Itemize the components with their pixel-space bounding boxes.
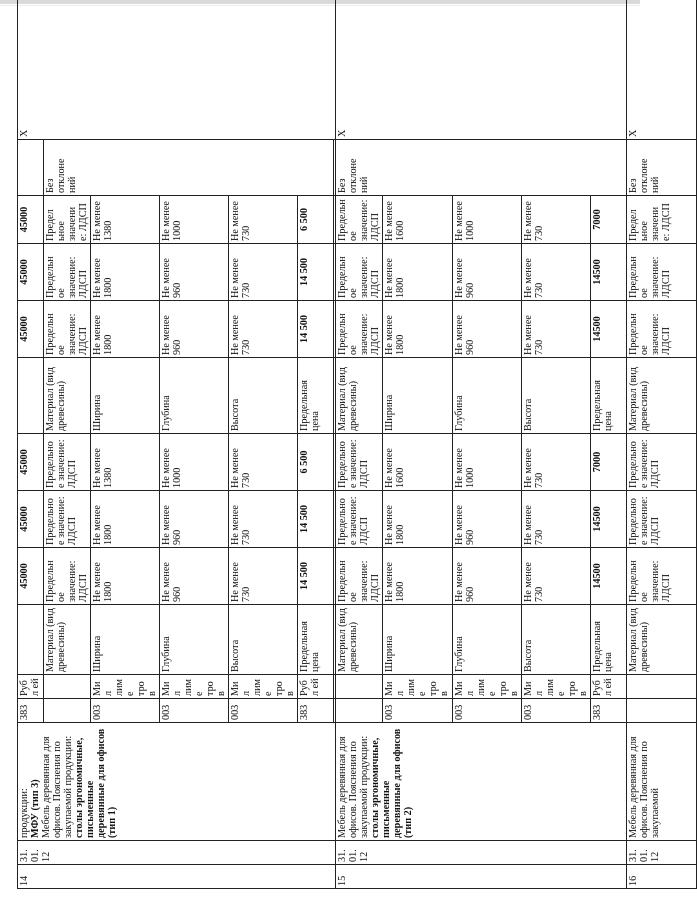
value-cell: Предельн ое значение: ЛДСП — [336, 301, 383, 358]
deviation-cell: Без отклоне ний — [626, 140, 696, 196]
characteristic — [18, 358, 44, 434]
unit-name: Мил лиме тров — [91, 675, 160, 699]
value-cell: Не менее 730 — [229, 301, 298, 358]
characteristic: Материал (вид древесины) — [44, 605, 91, 675]
price-cell: 14 500 — [298, 244, 334, 301]
product-name: Мебель деревянная для офисов. Пояснения по закупаемой продукции: столы эргономичные, письменные деревянные для офисов (тип 2) — [336, 723, 626, 841]
unit-code — [626, 699, 696, 723]
value-cell: Не менее 960 — [160, 244, 229, 301]
value-cell: Не менее 960 — [160, 301, 229, 358]
value-cell: Не менее 960 — [452, 548, 521, 605]
table-row — [626, 0, 696, 889]
okpd-code: 31. 01. 12 — [626, 841, 696, 865]
value-cell: Не менее 730 — [521, 434, 590, 491]
value-cell: Не менее 730 — [229, 434, 298, 491]
value-cell: Не менее 1800 — [91, 301, 160, 358]
price-cell: 14500 — [590, 301, 626, 358]
value-cell: Не менее 1800 — [91, 244, 160, 301]
unit-name: Мил лиме тров — [383, 675, 452, 699]
value-cell: Не менее 1380 — [91, 196, 160, 244]
value-cell: Не менее 730 — [229, 548, 298, 605]
value-cell: Предел ьное значени е: ЛДСП — [44, 196, 91, 244]
value-cell: Не менее 960 — [452, 244, 521, 301]
value-cell: Не менее 730 — [229, 244, 298, 301]
value-cell: 45000 — [18, 244, 44, 301]
characteristic: Материал (вид древесины) — [626, 605, 696, 675]
characteristic: Глубина — [452, 358, 521, 434]
characteristic: Предельная цена — [590, 358, 626, 434]
characteristic: Ширина — [383, 358, 452, 434]
deviation-cell: Без отклоне ний — [336, 140, 626, 196]
unit-name: Рубл ей — [18, 675, 44, 699]
unit-code — [336, 699, 383, 723]
value-cell: 45000 — [18, 196, 44, 244]
price-cell: 14 500 — [298, 301, 334, 358]
unit-code: 003 — [452, 699, 521, 723]
characteristic: Ширина — [91, 605, 160, 675]
value-cell: 45000 — [18, 434, 44, 491]
unit-code: 003 — [521, 699, 590, 723]
value-cell: Не менее 960 — [160, 491, 229, 548]
unit-code — [44, 699, 91, 723]
price-cell: 14500 — [590, 548, 626, 605]
row-number: 15 — [336, 865, 626, 889]
characteristic: Высота — [229, 358, 298, 434]
unit-name: Мил лиме тров — [452, 675, 521, 699]
value-cell: Не менее 1800 — [91, 548, 160, 605]
value-cell: Не менее 1380 — [91, 434, 160, 491]
unit-name: Мил лиме тров — [521, 675, 590, 699]
unit-code: 383 — [18, 699, 44, 723]
value-cell: 45000 — [18, 301, 44, 358]
unit-name — [626, 675, 696, 699]
characteristic: Глубина — [452, 605, 521, 675]
value-cell: Не менее 1600 — [383, 434, 452, 491]
value-cell: Не менее 730 — [521, 491, 590, 548]
deviation-cell — [18, 140, 44, 196]
price-cell: 7000 — [590, 434, 626, 491]
value-cell: Предельн ое значение: ЛДСП — [626, 301, 696, 358]
value-cell: Не менее 730 — [521, 548, 590, 605]
characteristic — [18, 605, 44, 675]
mark-cell: X — [336, 0, 626, 140]
row-number: 14 — [18, 865, 336, 889]
value-cell: Предельно е значение: ЛДСП — [626, 491, 696, 548]
value-cell: Не менее 730 — [229, 196, 298, 244]
characteristic: Материал (вид древесины) — [44, 358, 91, 434]
value-cell: Не менее 1000 — [452, 196, 521, 244]
value-cell: Не менее 1800 — [383, 491, 452, 548]
characteristic: Высота — [229, 605, 298, 675]
price-cell: 6 500 — [298, 434, 334, 491]
value-cell: Предел ьное значени е: ЛДСП — [626, 196, 696, 244]
value-cell: Не менее 1000 — [160, 434, 229, 491]
value-cell: Не менее 1000 — [160, 196, 229, 244]
value-cell: Не менее 1600 — [383, 196, 452, 244]
specification-table — [17, 0, 697, 889]
unit-name: Рубл ей — [590, 675, 626, 699]
characteristic: Материал (вид древесины) — [336, 605, 383, 675]
value-cell: Предельн ое значение: ЛДСП — [44, 301, 91, 358]
value-cell: 45000 — [18, 491, 44, 548]
unit-code: 003 — [160, 699, 229, 723]
price-cell: 14500 — [590, 491, 626, 548]
value-cell: Предельно е значение: ЛДСП — [44, 491, 91, 548]
unit-name: Мил лиме тров — [229, 675, 298, 699]
product-name: продукции: МФУ (тип 3) Мебель деревянная для офисов. Пояснения по закупаемой продукции: столы эргономичные, письменные деревянные для офисов (тип 1) — [18, 723, 336, 841]
unit-code: 383 — [298, 699, 334, 723]
characteristic: Материал (вид древесины) — [336, 358, 383, 434]
value-cell: Не менее 1800 — [91, 491, 160, 548]
value-cell: Предельн ое значение: ЛДСП — [336, 196, 383, 244]
value-cell: Предельн ое значение: ЛДСП — [626, 244, 696, 301]
characteristic: Глубина — [160, 605, 229, 675]
value-cell: Не менее 730 — [521, 244, 590, 301]
price-cell: 7000 — [590, 196, 626, 244]
value-cell: Предельн ое значение: ЛДСП — [44, 548, 91, 605]
price-cell: 14500 — [590, 244, 626, 301]
characteristic: Ширина — [91, 358, 160, 434]
product-name: Мебель деревянная для офисов. Пояснения по закупаемой — [626, 723, 696, 841]
unit-code: 003 — [91, 699, 160, 723]
value-cell: Не менее 1800 — [383, 548, 452, 605]
value-cell: Предельно е значение: ЛДСП — [626, 434, 696, 491]
characteristic: Предельная цена — [298, 358, 334, 434]
value-cell: Не менее 730 — [521, 196, 590, 244]
value-cell: Предельно е значение: ЛДСП — [336, 434, 383, 491]
rotated-table-wrapper — [17, 32, 672, 889]
unit-name — [44, 675, 91, 699]
price-cell: 14 500 — [298, 491, 334, 548]
deviation-cell: Без отклоне ний — [44, 140, 334, 196]
characteristic: Материал (вид древесины) — [626, 358, 696, 434]
value-cell: Предельн ое значение: ЛДСП — [336, 548, 383, 605]
value-cell: Предельн ое значение: ЛДСП — [626, 548, 696, 605]
characteristic: Глубина — [160, 358, 229, 434]
unit-name: Мил лиме тров — [160, 675, 229, 699]
value-cell: Не менее 1800 — [383, 244, 452, 301]
value-cell: Предельн ое значение: ЛДСП — [44, 244, 91, 301]
value-cell: Предельно е значение: ЛДСП — [44, 434, 91, 491]
unit-code: 003 — [229, 699, 298, 723]
table-row — [336, 0, 383, 889]
value-cell: Не менее 730 — [521, 301, 590, 358]
okpd-code: 31. 01. 12 — [18, 841, 336, 865]
value-cell: Не менее 1800 — [383, 301, 452, 358]
value-cell: Не менее 960 — [452, 301, 521, 358]
characteristic: Высота — [521, 358, 590, 434]
mark-cell: X — [18, 0, 336, 140]
characteristic: Предельная цена — [590, 605, 626, 675]
okpd-code: 31. 01. 12 — [336, 841, 626, 865]
value-cell: 45000 — [18, 548, 44, 605]
value-cell: Предельн ое значение: ЛДСП — [336, 244, 383, 301]
price-cell: 6 500 — [298, 196, 334, 244]
value-cell: Не менее 960 — [452, 491, 521, 548]
characteristic: Предельная цена — [298, 605, 334, 675]
value-cell: Не менее 730 — [229, 491, 298, 548]
value-cell: Не менее 1000 — [452, 434, 521, 491]
table-row — [18, 0, 44, 889]
document-page — [17, 32, 672, 889]
unit-code: 383 — [590, 699, 626, 723]
unit-code: 003 — [383, 699, 452, 723]
value-cell: Не менее 960 — [160, 548, 229, 605]
characteristic: Высота — [521, 605, 590, 675]
row-number: 16 — [626, 865, 696, 889]
mark-cell: X — [626, 0, 696, 140]
unit-name: Рубл ей — [298, 675, 334, 699]
price-cell: 14 500 — [298, 548, 334, 605]
characteristic: Ширина — [383, 605, 452, 675]
value-cell: Предельно е значение: ЛДСП — [336, 491, 383, 548]
unit-name — [336, 675, 383, 699]
